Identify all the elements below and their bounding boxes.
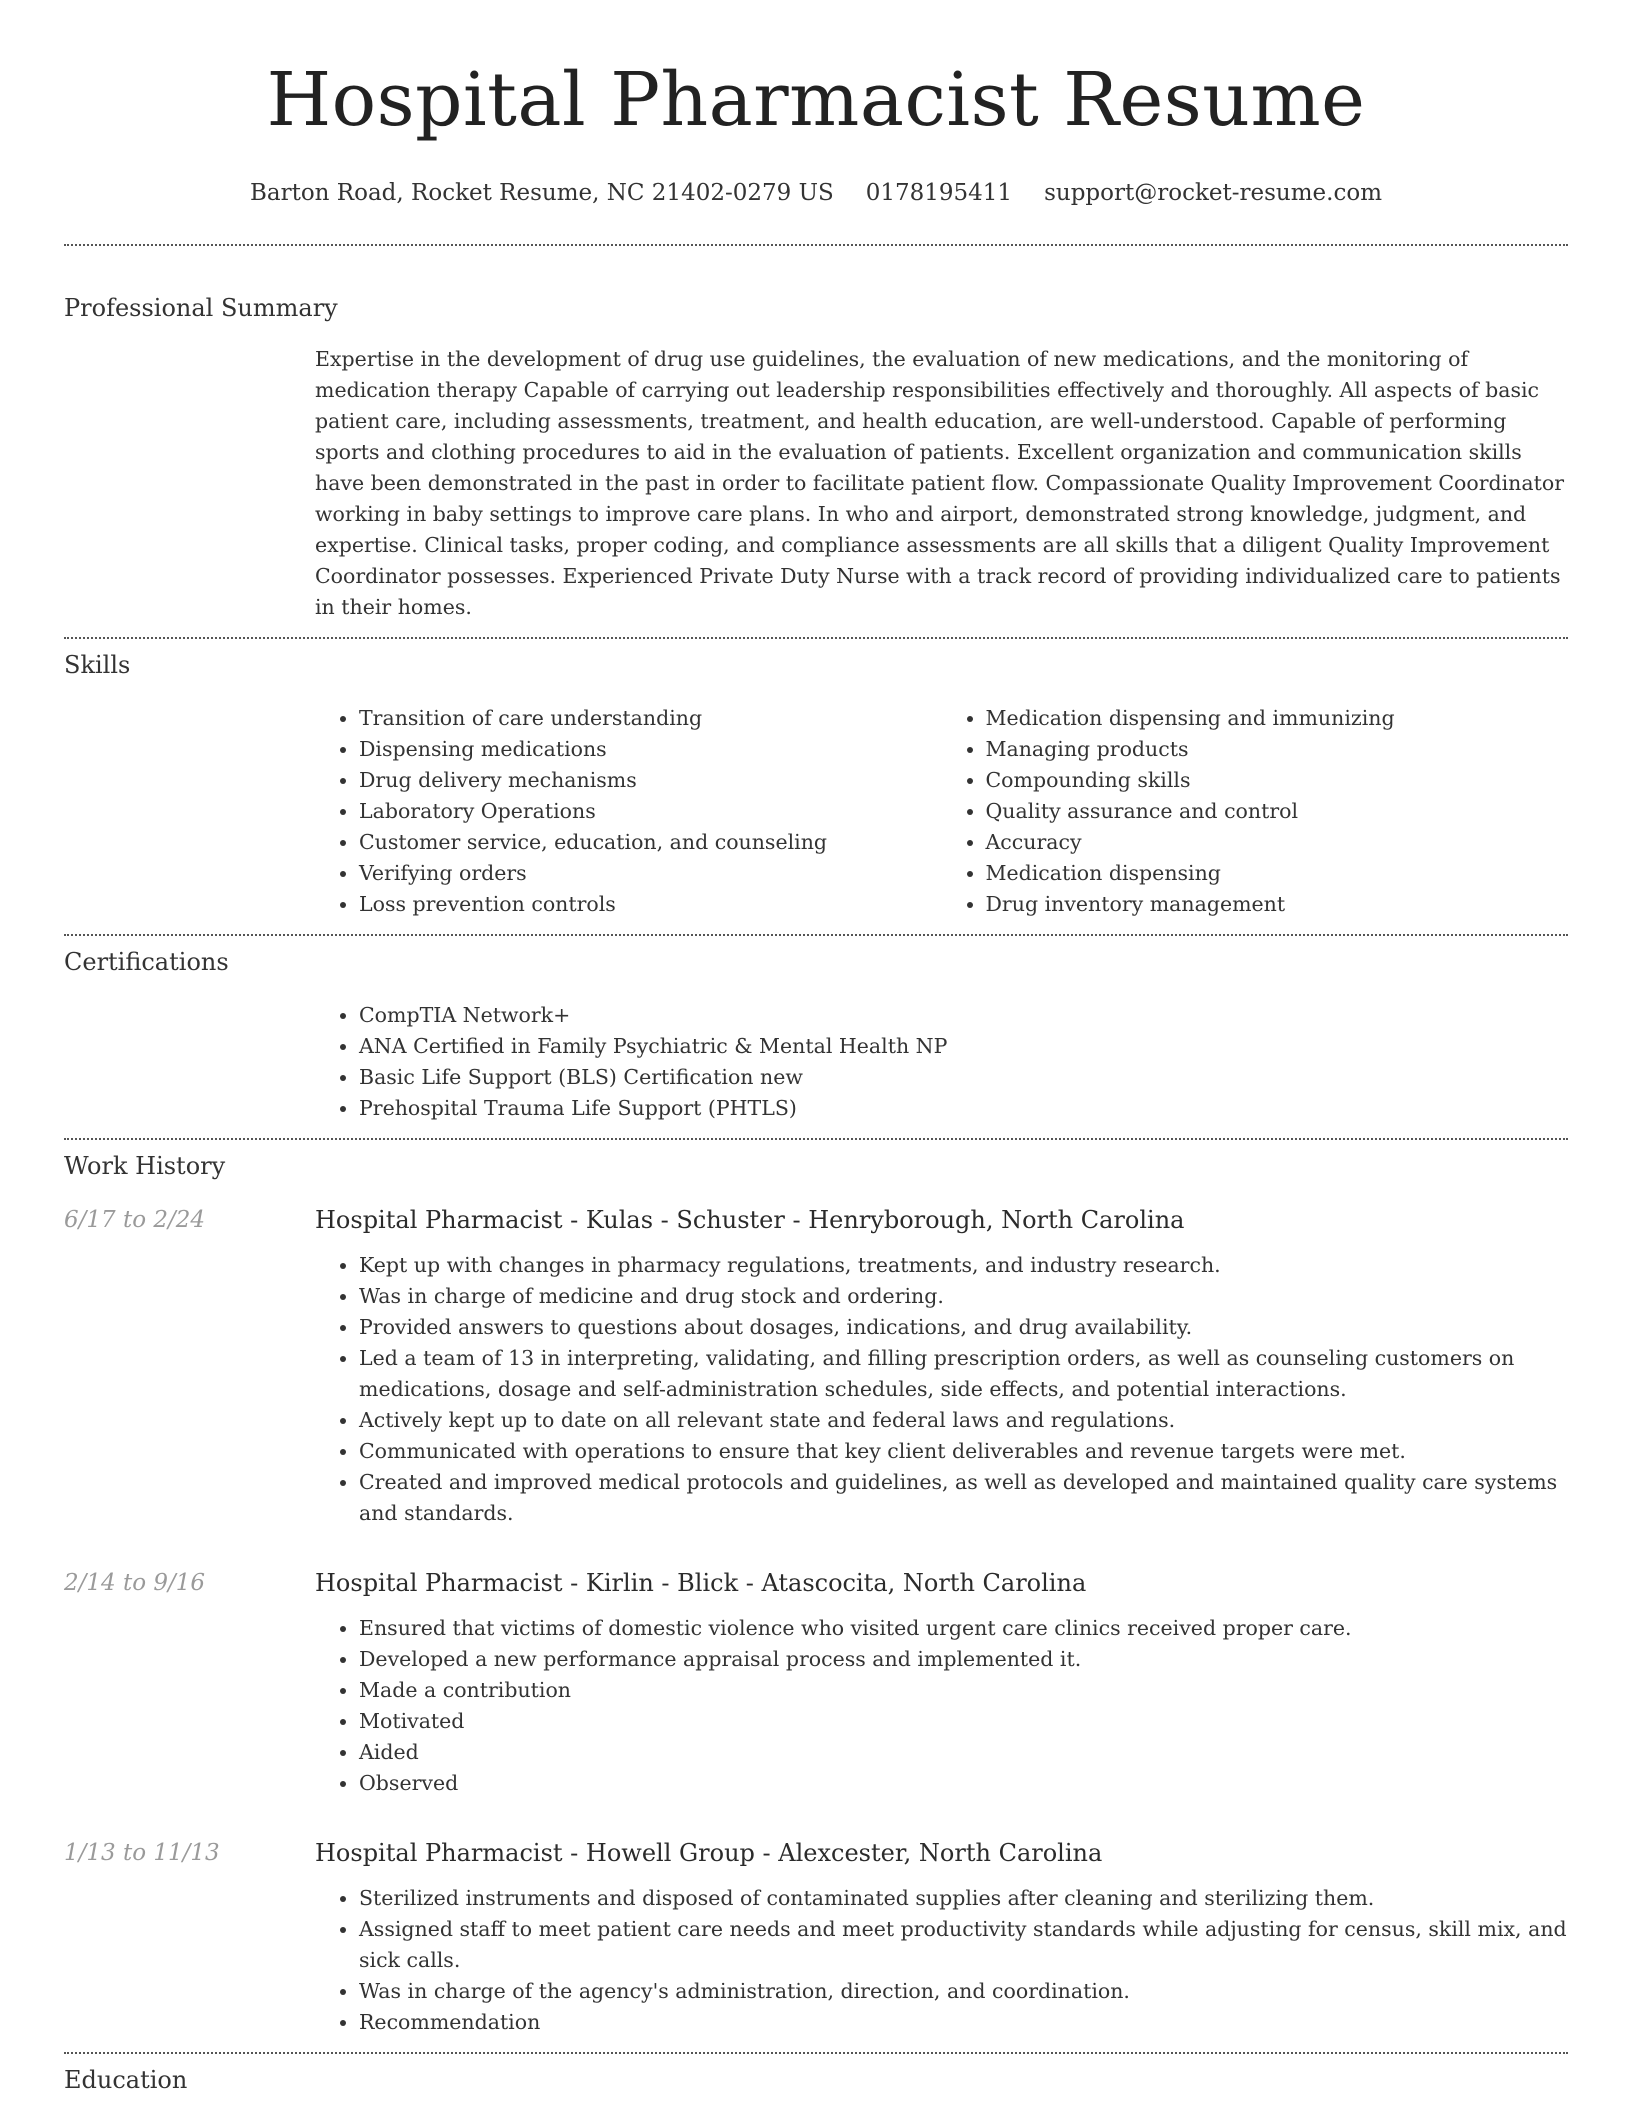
job-bullet: • Recommendation: [359, 2007, 1568, 2038]
skills-heading: Skills: [64, 651, 131, 679]
summary-body: [315, 344, 1568, 623]
certification-item: • CompTIA Network+: [359, 1000, 1568, 1031]
skill-item: • Quality assurance and control: [986, 796, 1569, 827]
job-bullet: • Sterilized instruments and disposed of contaminated supplies after cleaning and sterilizing them.: [359, 1883, 1568, 1914]
job-date: 2/14 to 9/16: [64, 1570, 206, 1596]
job-date: 6/17 to 2/24: [64, 1207, 206, 1233]
resume-title: Hospital Pharmacist Resume: [266, 57, 1366, 143]
skill-item: • Dispensing medications: [359, 734, 942, 765]
job-bullet: • Motivated: [359, 1706, 1568, 1737]
job-bullet: • Observed: [359, 1768, 1568, 1799]
job-bullets: [315, 1883, 1568, 2038]
skill-item: • Customer service, education, and counseling: [359, 827, 942, 858]
job-bullet: • Kept up with changes in pharmacy regulations, treatments, and industry research.: [359, 1250, 1568, 1281]
job-bullet: • Provided answers to questions about dosages, indications, and drug availability.: [359, 1312, 1568, 1343]
work-heading: Work History: [64, 1152, 226, 1180]
skill-item: • Verifying orders: [359, 858, 942, 889]
skill-item: • Compounding skills: [986, 765, 1569, 796]
skill-item: • Loss prevention controls: [359, 889, 942, 920]
summary-text: Expertise in the development of drug use guidelines, the evaluation of new medications, and the monitoring of medication therapy Capable of carrying out leadership responsibilities effectively and thoroughly. All aspects of basic patient care, including assessments, treatment, and health education, are well-understood. Capable of performing sports and clothing procedures to aid in the evaluation of patients. Excellent organization and communication skills have been demonstrated in the past in order to facilitate patient flow. Compassionate Quality Improvement Coordinator working in baby settings to improve care plans. In who and airport, demonstrated strong knowledge, judgment, and expertise. Clinical tasks, proper coding, and compliance assessments are all skills that a diligent Quality Improvement Coordinator possesses. Experienced Private Duty Nurse with a track record of providing individualized care to patients in their homes.: [315, 347, 1564, 619]
education-heading: Education: [64, 2066, 188, 2094]
certifications-heading: Certifications: [64, 948, 229, 976]
certification-item: • Prehospital Trauma Life Support (PHTLS): [359, 1093, 1568, 1124]
job-bullet: • Created and improved medical protocols and guidelines, as well as developed and maintained quality care systems and standards.: [359, 1467, 1568, 1529]
job-bullets: [315, 1613, 1568, 1799]
job-bullet: • Communicated with operations to ensure that key client deliverables and revenue targets were met.: [359, 1436, 1568, 1467]
job-entry: [64, 1837, 1568, 2038]
job-bullet: • Developed a new performance appraisal process and implemented it.: [359, 1644, 1568, 1675]
certifications-body: [315, 1000, 1568, 1124]
job-bullets: [315, 1250, 1568, 1529]
skills-list-right: [942, 703, 1569, 920]
job-bullet: • Was in charge of the agency's administration, direction, and coordination.: [359, 1976, 1568, 2007]
skills-list-left: [315, 703, 942, 920]
skill-item: • Accuracy: [986, 827, 1569, 858]
job-bullet: • Made a contribution: [359, 1675, 1568, 1706]
resume-header: [0, 0, 1632, 208]
education-section: [0, 2054, 1632, 2096]
job-title: Hospital Pharmacist - Kirlin - Blick - Atascocita, North Carolina: [315, 1569, 1087, 1597]
job-title: Hospital Pharmacist - Kulas - Schuster - Henryborough, North Carolina: [315, 1206, 1185, 1234]
contact-address: Barton Road, Rocket Resume, NC 21402-0279 US: [249, 180, 834, 206]
job-main: [315, 1204, 1568, 1529]
job-bullet: • Aided: [359, 1737, 1568, 1768]
summary-section: [0, 246, 1632, 623]
job-main: [315, 1837, 1568, 2038]
certification-item: • ANA Certified in Family Psychiatric & Mental Health NP: [359, 1031, 1568, 1062]
job-bullet: • Actively kept up to date on all relevant state and federal laws and regulations.: [359, 1405, 1568, 1436]
job-date: 1/13 to 11/13: [64, 1840, 220, 1866]
job-entry: [64, 1204, 1568, 1529]
job-title: Hospital Pharmacist - Howell Group - Alexcester, North Carolina: [315, 1839, 1103, 1867]
certifications-section: [0, 936, 1632, 1124]
skills-section: [0, 639, 1632, 920]
job-main: [315, 1567, 1568, 1799]
contact-line: [0, 178, 1632, 208]
certification-item: • Basic Life Support (BLS) Certification new: [359, 1062, 1568, 1093]
skill-item: • Managing products: [986, 734, 1569, 765]
job-bullet: • Ensured that victims of domestic violence who visited urgent care clinics received proper care.: [359, 1613, 1568, 1644]
skill-item: • Transition of care understanding: [359, 703, 942, 734]
skills-grid: [315, 703, 1568, 920]
skill-item: • Drug delivery mechanisms: [359, 765, 942, 796]
skill-item: • Drug inventory management: [986, 889, 1569, 920]
job-bullet: • Was in charge of medicine and drug stock and ordering.: [359, 1281, 1568, 1312]
skill-item: • Medication dispensing: [986, 858, 1569, 889]
summary-heading: Professional Summary: [64, 294, 338, 322]
work-section: [0, 1140, 1632, 2038]
certifications-list: [315, 1000, 1568, 1124]
skill-item: • Laboratory Operations: [359, 796, 942, 827]
job-bullet: • Led a team of 13 in interpreting, validating, and filling prescription orders, as well as counseling customers on medications, dosage and self-administration schedules, side effects, and potential interactions.: [359, 1343, 1568, 1405]
skill-item: • Medication dispensing and immunizing: [986, 703, 1569, 734]
job-bullet: • Assigned staff to meet patient care needs and meet productivity standards while adjusting for census, skill mix, and sick calls.: [359, 1914, 1568, 1976]
contact-phone: 0178195411: [865, 180, 1013, 206]
job-entry: [64, 1567, 1568, 1799]
contact-email: support@rocket-resume.com: [1044, 180, 1383, 206]
